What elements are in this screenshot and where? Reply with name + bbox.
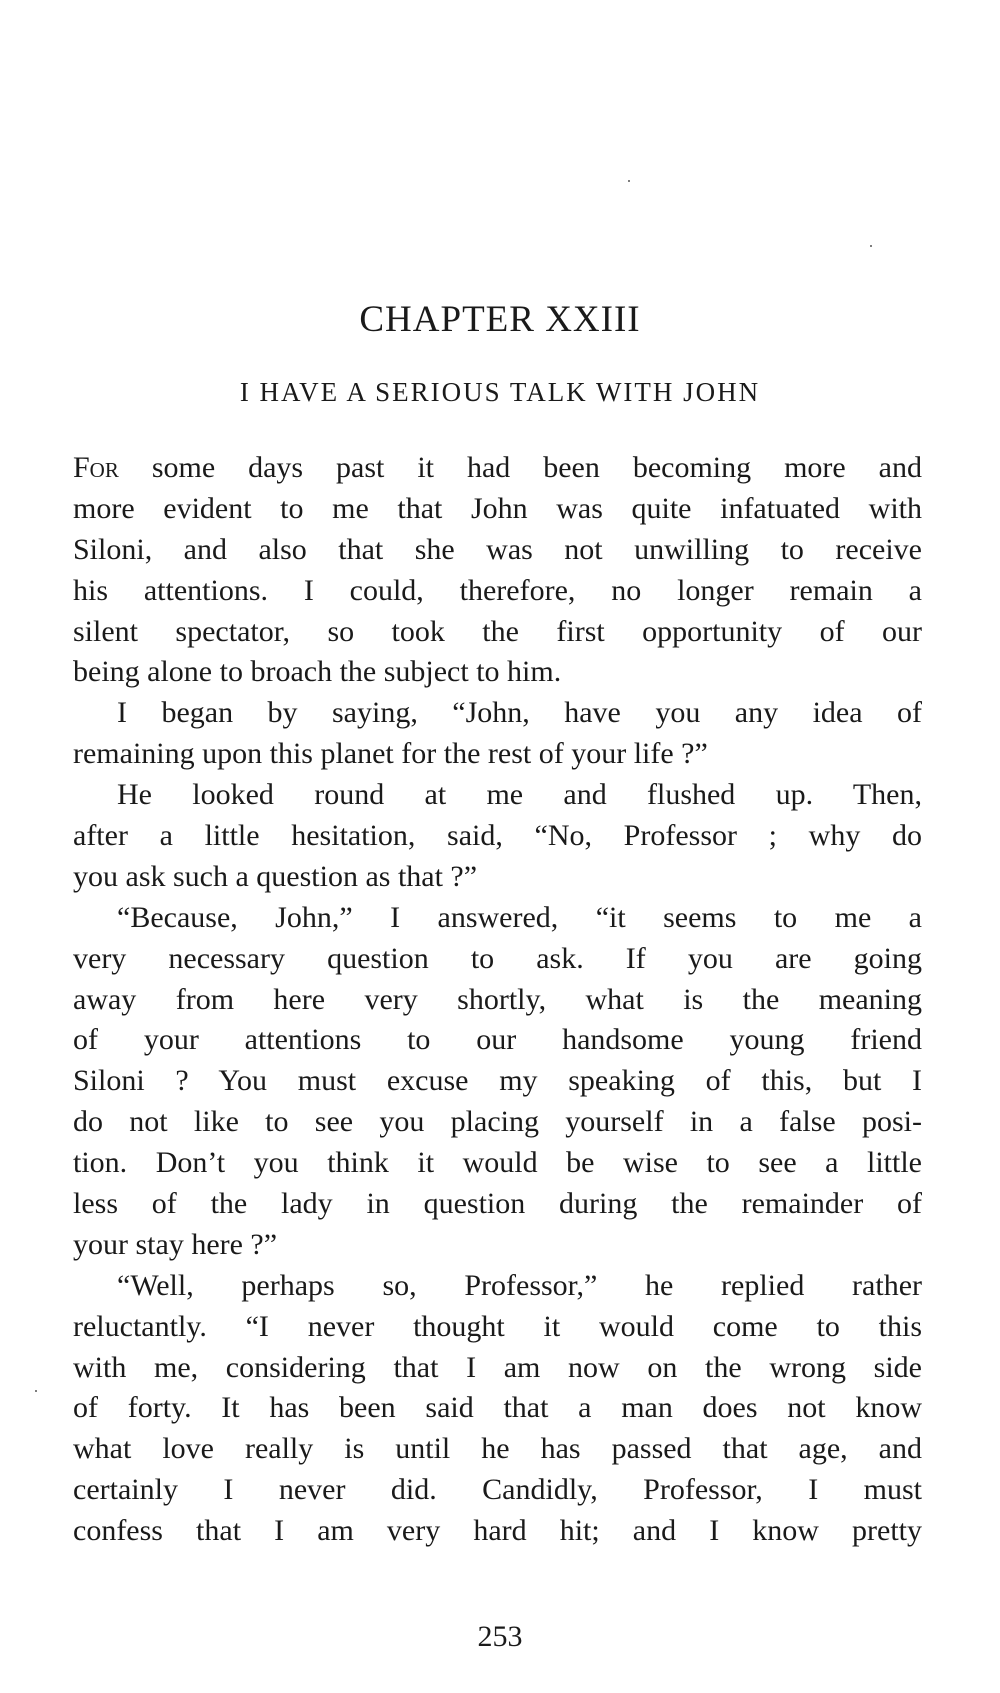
paper-speck (870, 245, 872, 247)
text-line-16: Siloni ? You must excuse my speaking of this, but I (73, 1064, 922, 1098)
text-line-15: of your attentions to our handsome young friend (73, 1023, 922, 1057)
text-line-18: tion. Don’t you think it would be wise to see a little (73, 1146, 922, 1180)
text-line-23: with me, considering that I am now on the wrong side (73, 1350, 922, 1384)
text-line-22: reluctantly. “I never thought it would come to this (73, 1309, 922, 1343)
text-line-26: certainly I never did. Candidly, Professor, I must (73, 1473, 922, 1507)
chapter-subtitle: I HAVE A SERIOUS TALK WITH JOHN (239, 377, 761, 407)
chapter-title: CHAPTER XXIII (359, 299, 641, 340)
page-number: 253 (477, 1620, 523, 1653)
text-line-14: away from here very shortly, what is the meaning (73, 982, 922, 1016)
text-line-17: do not like to see you placing yourself in a false posi- (73, 1105, 922, 1139)
paper-speck (35, 1390, 37, 1392)
text-line-8: remaining upon this planet for the rest of your life ?” (73, 737, 708, 771)
text-line-27: confess that I am very hard hit; and I know pretty (73, 1514, 922, 1548)
text-line-21: “Well, perhaps so, Professor,” he replied rather (117, 1268, 922, 1302)
text-line-24: of forty. It has been said that a man does not know (73, 1391, 922, 1425)
paper-speck (628, 180, 630, 182)
text-line-1 (73, 448, 922, 489)
text-line-12: “Because, John,” I answered, “it seems to me a (117, 900, 922, 934)
text-line-4: his attentions. I could, therefore, no longer remain a (73, 573, 922, 607)
text-line-19: less of the lady in question during the remainder of (73, 1187, 922, 1221)
text-line-3: Siloni, and also that she was not unwilling to receive (73, 532, 922, 566)
text-line-25: what love really is until he has passed that age, and (73, 1432, 922, 1466)
text-line-6: being alone to broach the subject to him. (73, 655, 562, 689)
text-line-11: you ask such a question as that ?” (73, 859, 478, 893)
text-line-5: silent spectator, so took the first opportunity of our (73, 614, 922, 648)
text-line-1-rest: some days past it had been becoming more and (118, 451, 922, 484)
text-line-10: after a little hesitation, said, “No, Professor ; why do (73, 819, 922, 853)
text-line-2: more evident to me that John was quite infatuated with (73, 491, 922, 525)
chapter-body (73, 448, 922, 1552)
text-line-9: He looked round at me and flushed up. Then, (117, 778, 922, 812)
text-line-7: I began by saying, “John, have you any idea of (117, 696, 922, 730)
text-line-20: your stay here ?” (73, 1227, 278, 1261)
drop-word: For (73, 451, 119, 484)
text-line-13: very necessary question to ask. If you are going (73, 941, 922, 975)
